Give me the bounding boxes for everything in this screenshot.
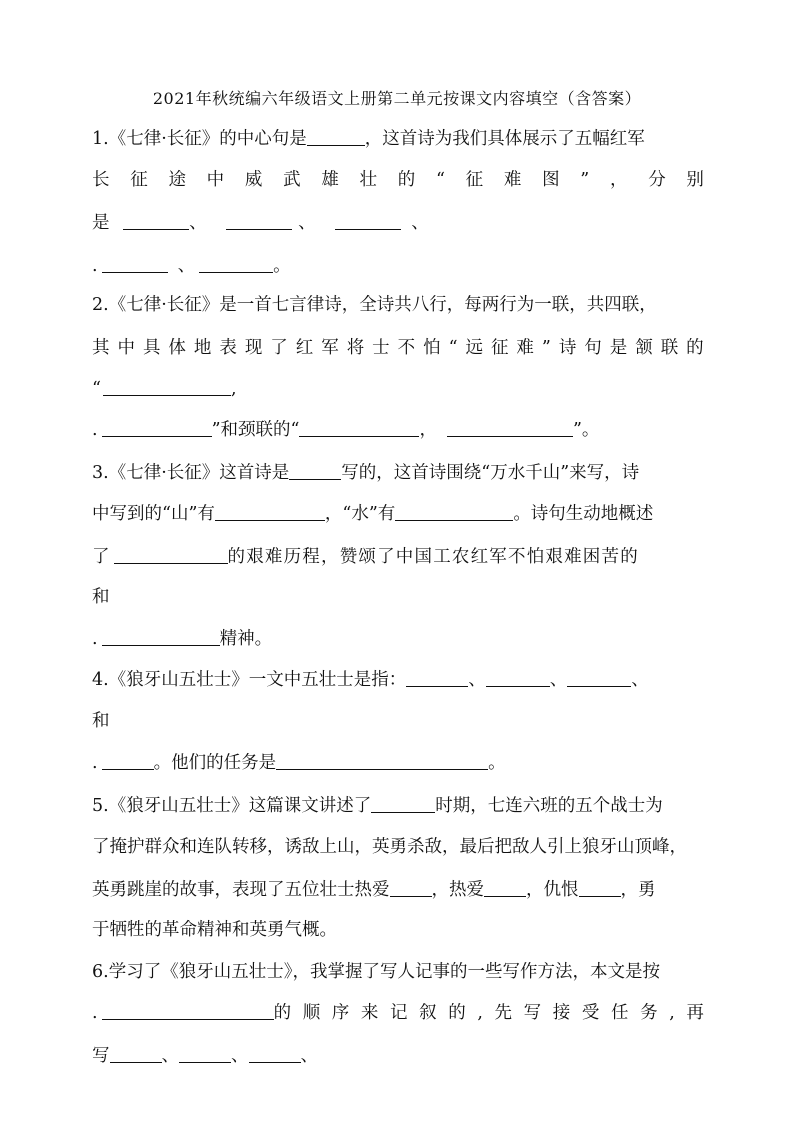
q6-char: 叙 xyxy=(419,1003,437,1023)
q2-text: ”和颈联的“ xyxy=(211,420,300,440)
q2-char: 将 xyxy=(346,338,365,358)
q4-text: 4.《狼牙山五壮士》一文中五壮士是指： xyxy=(92,670,407,690)
q2-text: ”。 xyxy=(572,420,600,440)
q2-char: 了 xyxy=(270,338,288,358)
answer-blank[interactable] xyxy=(102,418,212,437)
answer-blank[interactable] xyxy=(567,668,631,687)
answer-blank[interactable] xyxy=(289,461,341,480)
separator: 、 xyxy=(468,670,486,690)
q1-char: 长 xyxy=(92,170,110,190)
answer-blank[interactable] xyxy=(249,1044,301,1063)
answer-blank[interactable] xyxy=(335,211,401,230)
separator: 、 xyxy=(298,213,316,233)
q6-text: 写 xyxy=(92,1046,110,1066)
q2-line4 xyxy=(92,418,704,442)
q1-line4 xyxy=(92,254,704,278)
q6-spread-text xyxy=(274,1001,704,1025)
q4-line1 xyxy=(92,668,704,692)
dot: . xyxy=(92,1003,98,1023)
answer-blank[interactable] xyxy=(110,1044,162,1063)
answer-blank[interactable] xyxy=(199,254,273,273)
q2-char: 联 xyxy=(660,338,679,358)
answer-blank[interactable] xyxy=(276,751,488,770)
q2-char: 怕 xyxy=(423,338,441,358)
q1-char: 别 xyxy=(686,170,704,190)
q6-char: 受 xyxy=(581,1003,600,1023)
answer-blank[interactable] xyxy=(447,418,573,437)
q2-char: 军 xyxy=(321,338,339,358)
q1-text: ，这首诗为我们具体展示了五幅红军 xyxy=(364,129,645,149)
q2-char: 地 xyxy=(193,338,212,358)
answer-blank[interactable] xyxy=(102,751,154,770)
q3-line5 xyxy=(92,627,704,651)
q5-line4: 于牺牲的革命精神和英勇气概。 xyxy=(92,920,337,940)
q5-line2: 了掩护群众和连队转移，诱敌上山，英勇杀敌，最后把敌人引上狼牙山顶峰， xyxy=(92,837,687,857)
q1-char: 雄 xyxy=(321,170,339,190)
q3-text: 的艰难历程，赞颂了中国工农红军不怕艰难困苦的 xyxy=(227,547,639,567)
comma: ， xyxy=(419,420,437,440)
q2-char: 不 xyxy=(397,338,416,358)
q3-text: ，“水”有 xyxy=(324,504,396,524)
q2-char: 红 xyxy=(295,338,314,358)
answer-blank[interactable] xyxy=(102,254,168,273)
q3-text: 精神。 xyxy=(219,629,273,649)
q3-line2 xyxy=(92,502,704,526)
q1-char: 中 xyxy=(206,170,225,190)
answer-blank[interactable] xyxy=(484,878,526,897)
q1-char: 难 xyxy=(503,170,522,190)
separator: 、 xyxy=(300,1046,318,1066)
q2-char: 颔 xyxy=(635,338,653,358)
comma: , xyxy=(230,379,237,399)
q1-char: 图 xyxy=(542,170,560,190)
q6-char: 再 xyxy=(686,1003,704,1023)
q2-char: 其 xyxy=(92,338,110,358)
q2-char: 具 xyxy=(142,338,161,358)
q2-line1: 2.《七律·长征》是一首七言律诗，全诗共八行，每两行为一联，共四联， xyxy=(92,295,657,315)
q2-char: 体 xyxy=(168,338,186,358)
q4-line3 xyxy=(92,751,704,775)
q1-char: 武 xyxy=(283,170,301,190)
q3-line3 xyxy=(92,545,704,569)
answer-blank[interactable] xyxy=(486,668,550,687)
q6-char: 写 xyxy=(523,1003,542,1023)
separator: 、 xyxy=(631,670,649,690)
q1-line2 xyxy=(92,168,704,192)
q6-char: 先 xyxy=(494,1003,513,1023)
answer-blank[interactable] xyxy=(114,545,228,564)
separator: 、 xyxy=(189,213,207,233)
dot: . xyxy=(92,753,98,773)
q1-char: 分 xyxy=(648,170,666,190)
q2-char: 远 xyxy=(465,338,483,358)
answer-blank[interactable] xyxy=(179,1044,231,1063)
q6-char: 顺 xyxy=(302,1003,321,1023)
q1-char: 征 xyxy=(130,170,148,190)
q5-line1 xyxy=(92,794,704,818)
q1-char: 途 xyxy=(168,170,186,190)
q6-line1: 6.学习了《狼牙山五壮士》，我掌握了写人记事的一些写作方法，本文是按 xyxy=(92,962,660,982)
answer-blank[interactable] xyxy=(307,127,365,146)
q5-text: 时期，七连六班的五个战士为 xyxy=(435,796,663,816)
period: 。 xyxy=(273,256,291,276)
q2-line3 xyxy=(92,377,704,401)
q6-char: 记 xyxy=(390,1003,408,1023)
answer-blank[interactable] xyxy=(406,668,468,687)
q6-char: 任 xyxy=(610,1003,629,1023)
q2-char: 难 xyxy=(516,338,534,358)
q3-text: 3.《七律·长征》这首诗是 xyxy=(92,463,290,483)
q1-char: 的 xyxy=(397,170,416,190)
q2-char: ” xyxy=(541,338,551,358)
q1-text: 是 xyxy=(92,213,110,233)
q2-char: 表 xyxy=(219,338,237,358)
quote-open: “ xyxy=(92,379,101,399)
answer-blank[interactable] xyxy=(123,211,189,230)
q6-char: 接 xyxy=(552,1003,571,1023)
q4-text: 。他们的任务是 xyxy=(153,753,277,773)
q6-line2 xyxy=(92,1001,704,1025)
q2-char: 中 xyxy=(117,338,135,358)
q2-char: 征 xyxy=(490,338,509,358)
answer-blank[interactable] xyxy=(226,211,292,230)
q2-char: “ xyxy=(448,338,458,358)
q1-char: ， xyxy=(609,170,628,190)
q5-text: ，热爱 xyxy=(431,880,484,900)
q1-char: 征 xyxy=(465,170,484,190)
separator: 、 xyxy=(177,256,196,276)
period: 。 xyxy=(488,753,506,773)
dot: . xyxy=(92,420,98,440)
answer-blank[interactable] xyxy=(103,377,231,396)
q1-char: 威 xyxy=(244,170,263,190)
answer-blank[interactable] xyxy=(395,502,513,521)
q1-char: ” xyxy=(580,170,590,190)
q3-text: 了 xyxy=(92,547,110,567)
q1-line1 xyxy=(92,127,704,151)
answer-blank[interactable] xyxy=(102,627,220,646)
separator: 、 xyxy=(411,213,429,233)
q3-text: 中写到的“山”有 xyxy=(92,504,215,524)
q1-char: “ xyxy=(435,170,445,190)
dot: . xyxy=(92,629,98,649)
answer-blank[interactable] xyxy=(390,878,432,897)
page-title: 2021年秋统编六年级语文上册第二单元按课文内容填空（含答案） xyxy=(152,89,642,108)
q5-text: ，勇 xyxy=(620,880,656,900)
q5-text: ，仇恨 xyxy=(526,880,579,900)
q2-char: 句 xyxy=(584,338,602,358)
q5-text: 5.《狼牙山五壮士》这篇课文讲述了 xyxy=(92,796,372,816)
q6-char: 来 xyxy=(360,1003,379,1023)
q3-text: 。诗句生动地概述 xyxy=(513,504,654,524)
q4-line2: 和 xyxy=(92,711,110,731)
q6-line3 xyxy=(92,1044,704,1068)
q2-char: 是 xyxy=(609,338,628,358)
answer-blank[interactable] xyxy=(299,418,419,437)
q2-char: 士 xyxy=(372,338,390,358)
q6-char: , xyxy=(477,1003,483,1023)
q3-text: 写的，这首诗围绕“万水千山”来写，诗 xyxy=(341,463,640,483)
q5-text: 英勇跳崖的故事，表现了五位壮士热爱 xyxy=(92,880,390,900)
answer-blank[interactable] xyxy=(579,878,621,897)
q3-line1 xyxy=(92,461,704,485)
q3-line4: 和 xyxy=(92,587,110,607)
q5-line3 xyxy=(92,878,704,902)
dot: . xyxy=(92,256,98,276)
answer-blank[interactable] xyxy=(215,502,325,521)
q6-char: 务 xyxy=(640,1003,658,1023)
separator: 、 xyxy=(549,670,568,690)
q6-char: 序 xyxy=(331,1003,350,1023)
q6-char: 的 xyxy=(448,1003,466,1023)
answer-blank[interactable] xyxy=(371,794,435,813)
q2-char: 的 xyxy=(686,338,704,358)
q6-char: , xyxy=(669,1003,675,1023)
q2-char: 诗 xyxy=(558,338,577,358)
separator: 、 xyxy=(161,1046,179,1066)
q1-line3 xyxy=(92,211,704,235)
answer-blank[interactable] xyxy=(102,1001,274,1020)
q2-char: 现 xyxy=(244,338,263,358)
q6-char: 的 xyxy=(273,1003,292,1023)
q1-text: 1.《七律·长征》的中心句是 xyxy=(92,129,307,149)
q1-char: 壮 xyxy=(359,170,378,190)
q2-line2 xyxy=(92,336,704,360)
separator: 、 xyxy=(231,1046,249,1066)
